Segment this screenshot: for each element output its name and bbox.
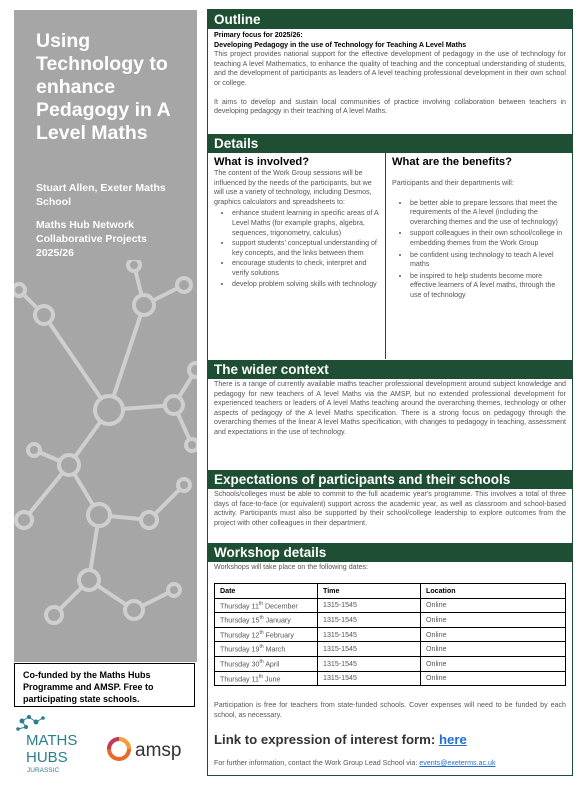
outline-section: [214, 31, 566, 117]
link-prompt: Link to expression of interest form:: [214, 732, 439, 747]
table-row: [215, 642, 566, 657]
jurassic-wordmark: JURASSIC: [27, 767, 60, 774]
contact-line: [214, 759, 496, 767]
date-cell: Thursday 19th March: [215, 642, 318, 657]
table-header-row: [215, 584, 566, 599]
column-header-location: Location: [421, 584, 566, 599]
location-cell: Online: [421, 613, 566, 628]
logo-strip: [14, 713, 197, 778]
involved-intro: The content of the Work Group sessions will be influenced by the needs of the participants, but we will use a variety of technology, including Desmos, graphics calculators and spreadsheets to:: [214, 169, 372, 206]
molecule-network-graphic: [14, 260, 197, 660]
column-header-date: Date: [215, 584, 318, 599]
table-row: [215, 613, 566, 628]
author-line: Stuart Allen, Exeter Maths School: [36, 182, 166, 208]
time-cell: 1315-1545: [318, 627, 421, 642]
date-cell: Thursday 15th January: [215, 613, 318, 628]
location-cell: Online: [421, 671, 566, 686]
benefits-list: [386, 199, 572, 301]
date-cell: Thursday 30th April: [215, 656, 318, 671]
time-cell: 1315-1545: [318, 656, 421, 671]
involved-heading: What is involved?: [214, 156, 310, 168]
workshop-intro: Workshops will take place on the following dates:: [214, 563, 369, 571]
list-item: • enhance student learning in specific areas of A Level Maths (for example graphs, algebra, sequences, trigonometry, calculus): [232, 209, 385, 238]
table-row: [215, 627, 566, 642]
amsp-logo: [106, 729, 196, 769]
list-item: • be better able to prepare lessons that meet the requirements of the A level (including the overarching themes and the use of technology): [410, 199, 572, 228]
expectations-heading: Expectations of participants and their schools: [208, 470, 572, 489]
expression-of-interest-line: [214, 732, 467, 747]
date-cell: Thursday 11th June: [215, 671, 318, 686]
outline-paragraph-2: It aims to develop and sustain local communities of practice involving collaboration between teachers in developing pedagogy in their teaching of A level Maths.: [214, 97, 566, 116]
amsp-wordmark: amsp: [135, 740, 182, 761]
date-cell: Thursday 12th February: [215, 627, 318, 642]
workshop-dates-table: [214, 583, 566, 686]
time-cell: 1315-1545: [318, 642, 421, 657]
time-cell: 1315-1545: [318, 671, 421, 686]
location-cell: Online: [421, 642, 566, 657]
outline-paragraph-1: This project provides national support for the effective development of pedagogy in the use of technology for teaching A level Mathematics, to enhance the quality of teaching and the conceptual understanding of students, and the development of participants as leaders of A level teaching professional development in their own school or college.: [214, 50, 566, 87]
list-item: • develop problem solving skills with technology: [232, 280, 385, 290]
time-cell: 1315-1545: [318, 598, 421, 613]
sidebar-panel: [14, 10, 197, 662]
location-cell: Online: [421, 627, 566, 642]
wider-context-heading: The wider context: [208, 360, 572, 379]
hubs-wordmark: HUBS: [26, 749, 68, 766]
list-item: • encourage students to check, interpret and verify solutions: [232, 259, 385, 278]
benefits-column: [386, 153, 572, 359]
focus-label: Primary focus for 2025/26:: [214, 31, 303, 39]
benefits-heading: What are the benefits?: [392, 156, 512, 168]
contact-email-link[interactable]: events@exeterms.ac.uk: [419, 759, 496, 767]
outline-heading: Outline: [208, 10, 572, 29]
table-row: [215, 598, 566, 613]
wider-context-text: There is a range of currently available maths teacher professional development around subject knowledge and pedagogy for new teachers of A level Maths via the AMSP, but no extended professional development for experienced teachers or leaders of A level Maths teaching around the overarching themes, technology or other aspects of pedagogy of the A level Maths specification. There is a strong focus on pedagogy through the overarching themes of the linear A level Maths specification, with changes to pedagogy in teaching, assessment and expectations in the use of technology.: [214, 380, 566, 436]
content-panel: [207, 9, 573, 776]
details-heading: Details: [208, 134, 572, 153]
list-item: • support colleagues in their own school/college in embedding themes from the Work Group: [410, 229, 572, 248]
column-header-time: Time: [318, 584, 421, 599]
participation-note: Participation is free for teachers from state-funded schools. Cover expenses will need to be funded by each school, as necessary.: [214, 701, 566, 719]
contact-text: For further information, contact the Work Group Lead School via:: [214, 759, 420, 767]
network-line: Maths Hub Network Collaborative Projects 2025/26: [36, 219, 147, 259]
involved-column: [208, 153, 386, 359]
time-cell: 1315-1545: [318, 613, 421, 628]
list-item: • be inspired to help students become more effective learners of A level maths, through the use of technology: [410, 272, 572, 301]
workshop-heading: Workshop details: [208, 543, 572, 562]
list-item: • be confident using technology to teach A level maths: [410, 251, 572, 270]
focus-title: Developing Pedagogy in the use of Technology for Teaching A Level Maths: [214, 40, 467, 49]
expression-of-interest-link[interactable]: here: [438, 732, 467, 747]
expectations-text: Schools/colleges must be able to commit to the full academic year's programme. This involves a total of three days of face-to-face (or equivalent) support across the academic year, as well as classroom and school-based activity. Participants must also be supported by their school/college leadership to explore outcomes from the project with other colleagues in their department.: [214, 490, 566, 527]
benefits-intro: Participants and their departments will:: [392, 179, 514, 187]
location-cell: Online: [421, 598, 566, 613]
maths-hubs-logo: [14, 713, 104, 778]
date-cell: Thursday 11th December: [215, 598, 318, 613]
location-cell: Online: [421, 656, 566, 671]
list-item: • support students' conceptual understanding of key concepts, and the links between them: [232, 239, 385, 258]
table-row: [215, 671, 566, 686]
cofunding-note: Co-funded by the Maths Hubs Programme and AMSP. Free to participating state schools.: [14, 663, 195, 707]
page-title: Using Technology to enhance Pedagogy in A Level Maths: [36, 30, 170, 144]
table-row: [215, 656, 566, 671]
involved-list: [208, 209, 385, 289]
maths-wordmark: MATHS: [26, 732, 78, 749]
